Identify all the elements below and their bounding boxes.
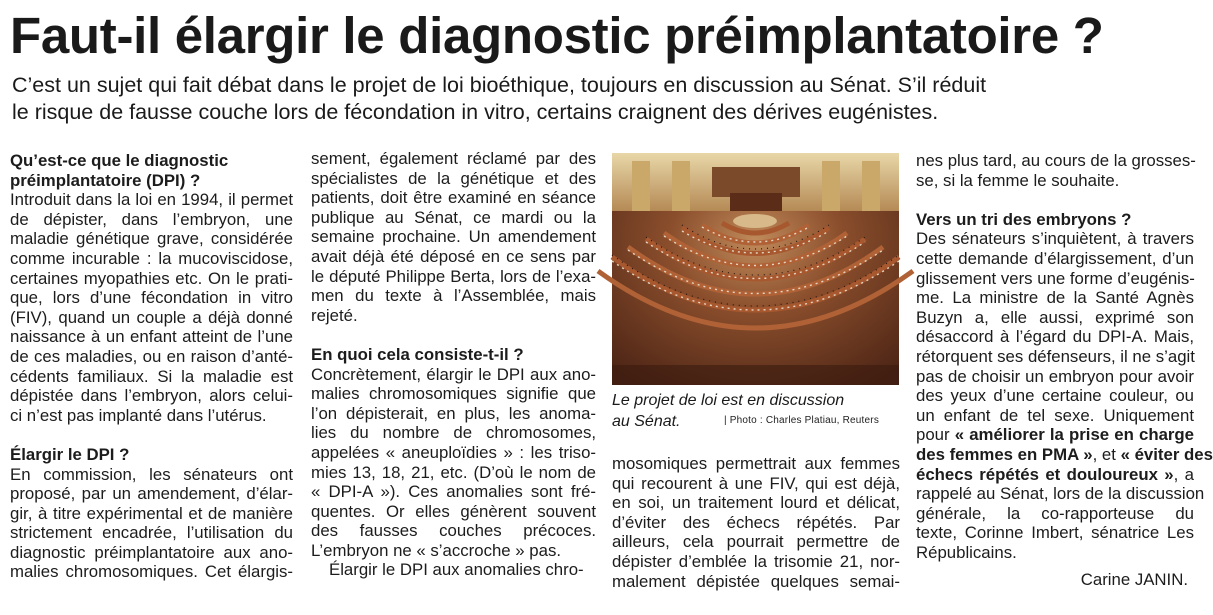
text-line: naissance à un enfant atteint de l’une — [10, 327, 293, 347]
text-line: patients, doit être examiné en séance — [311, 188, 596, 208]
text-line: d’éviter des échecs répétés. Par — [612, 512, 900, 532]
text-line: Buzyn a, elle aussi, exprimé son — [916, 307, 1194, 327]
text-line: lies du nombre de chromosomes, — [311, 423, 596, 443]
text-line: proposé, par un amendement, d’élar- — [10, 484, 293, 504]
text-line: mosomiques permettrait aux femmes — [612, 454, 900, 473]
text-fragment: , et — [1092, 444, 1121, 464]
text-line: désaccord à l’égard du DPI-A. Mais, — [916, 327, 1194, 347]
text-line: Républicains. — [916, 542, 1017, 562]
text-line: se, si la femme le souhaite. — [916, 170, 1120, 190]
text-line: avait déjà été déposé en ce sens par — [311, 246, 596, 266]
text-line: de dépister, dans l’embryon, une — [10, 209, 293, 229]
text-line: glissement vers une forme d’eugénis- — [916, 268, 1195, 288]
text-line: dépistée dans l’embryon, alors celui- — [10, 386, 293, 406]
caption-line: Le projet de loi est en discussion — [612, 392, 845, 409]
senate-hemicycle-image — [612, 153, 899, 385]
text-line: générale, la co-rapporteuse du — [916, 503, 1194, 523]
text-line: rétorquent ses défenseurs, il ne s’agit — [916, 346, 1195, 366]
quote-bold: « éviter des — [1120, 444, 1213, 464]
quote-bold: « améliorer la prise en charge — [954, 425, 1195, 445]
quote-bold: échecs répétés et douloureux » — [916, 464, 1174, 484]
text-line: Élargir le DPI aux anomalies chro- — [329, 560, 584, 580]
text-line: nes plus tard, au cours de la grosses- — [916, 151, 1196, 170]
text-line: malies chromosomiques signifie que — [311, 384, 596, 404]
quote-line — [916, 444, 1213, 465]
text-line: men du texte à l’Assemblée, mais — [311, 286, 596, 306]
text-line: En commission, les sénateurs ont — [10, 464, 293, 484]
quote-bold: des femmes en PMA » — [916, 444, 1093, 464]
text-line: maladie génétique grave, considérée — [10, 229, 293, 249]
text-line: malies chromosomiques. Cet élargis- — [10, 562, 293, 582]
text-line: de ces maladies, ou en raison d’anté- — [10, 346, 293, 366]
chapo-line: le risque de fausse couche lors de fécondation in vitro, certains craignent des dérives eugénistes. — [12, 100, 939, 124]
text-line: des fausses couches précoces. — [311, 521, 596, 541]
section-heading: préimplantatoire (DPI) ? — [10, 170, 201, 190]
chapo — [12, 72, 1192, 126]
text-line: mies 13, 18, 21, etc. (D’où le nom de — [311, 462, 596, 482]
text-line: qui recourent à une FIV, qui est déjà, — [612, 473, 900, 493]
section-heading: En quoi cela consiste-t-il ? — [311, 344, 524, 364]
text-line: pas de choisir un embryon pour avoir — [916, 366, 1194, 386]
text-line: l’on dépisterait, en plus, les anoma- — [311, 403, 596, 423]
text-line: spécialistes de la génétique et des — [311, 168, 596, 188]
quote-line — [916, 425, 1194, 445]
text-line: un enfant de tel sexe. Uniquement — [916, 405, 1194, 425]
text-line: Concrètement, élargir le DPI aux ano- — [311, 364, 596, 384]
text-line: publique au Sénat, ce mardi ou la — [311, 207, 596, 227]
chapo-line: C’est un sujet qui fait débat dans le projet de loi bioéthique, toujours en discussion au Sénat. S’il réduit — [12, 73, 987, 97]
text-line: en soi, un traitement lourd et délicat, — [612, 493, 900, 513]
text-line: certaines myopathies etc. On le prati- — [10, 268, 293, 288]
text-fragment: , a — [1173, 464, 1194, 484]
text-line: texte, Corinne Imbert, sénatrice Les — [916, 523, 1194, 543]
column-1 — [10, 151, 293, 582]
text-line: Introduit dans la loi en 1994, il permet — [10, 190, 293, 210]
text-line: Des sénateurs s’inquiètent, à travers — [916, 229, 1194, 249]
text-line: diagnostic préimplantatoire aux ano- — [10, 542, 293, 562]
text-line: (FIV), quand un couple a déjà donné — [10, 307, 293, 327]
photo-credit: | Photo : Charles Platiau, Reuters — [724, 415, 880, 426]
text-line: rejeté. — [311, 305, 358, 325]
text-line: appelées « aneuploïdies » : les triso- — [311, 442, 596, 462]
text-line: sement, également réclamé par des — [311, 149, 596, 168]
text-line: comme incurable : la mucoviscidose, — [10, 248, 293, 268]
section-heading: Vers un tri des embryons ? — [916, 209, 1132, 229]
text-line: gir, à titre expérimental et de manière — [10, 503, 293, 523]
headline: Faut-il élargir le diagnostic préimplantatoire ? — [10, 7, 1104, 64]
column-4 — [916, 151, 1213, 562]
text-fragment: pour — [916, 425, 955, 445]
text-line: quentes. Or elles génèrent souvent — [311, 501, 596, 521]
text-line: des yeux d’une certaine couleur, ou — [916, 386, 1194, 406]
caption-line: au Sénat. — [612, 413, 681, 430]
text-line: rappelé au Sénat, lors de la discussion — [916, 484, 1205, 504]
text-line: le député Philippe Berta, lors de l’exa- — [311, 266, 596, 286]
section-heading: Élargir le DPI ? — [10, 444, 130, 464]
text-line: cédents familiaux. Si la maladie est — [10, 366, 293, 386]
text-line: cette demande d’élargissement, d’un — [916, 248, 1194, 268]
text-line: me. La ministre de la Santé Agnès — [916, 288, 1194, 308]
senate-photo — [612, 153, 899, 385]
text-line: strictement encadrée, l’utilisation du — [10, 523, 293, 543]
quote-line — [916, 465, 1194, 485]
text-line: ailleurs, cela pourrait permettre de — [612, 532, 900, 552]
section-heading: Qu’est-ce que le diagnostic — [10, 151, 229, 170]
column-3 — [612, 454, 900, 591]
column-2 — [311, 149, 596, 580]
text-line: semaine prochaine. Un amendement — [311, 227, 596, 247]
text-line: ci n’est pas implanté dans l’utérus. — [10, 405, 267, 425]
author-signature: Carine JANIN. — [1080, 570, 1188, 589]
text-line: L’embryon ne « s’accroche » pas. — [311, 540, 561, 560]
text-line: malement dépistée quelques semai- — [612, 571, 900, 591]
text-line: dépister d’emblée la trisomie 21, nor- — [612, 551, 900, 571]
text-line: que, lors d’une fécondation in vitro — [10, 288, 293, 308]
text-line: « DPI-A »). Ces anomalies sont fré- — [311, 482, 596, 502]
